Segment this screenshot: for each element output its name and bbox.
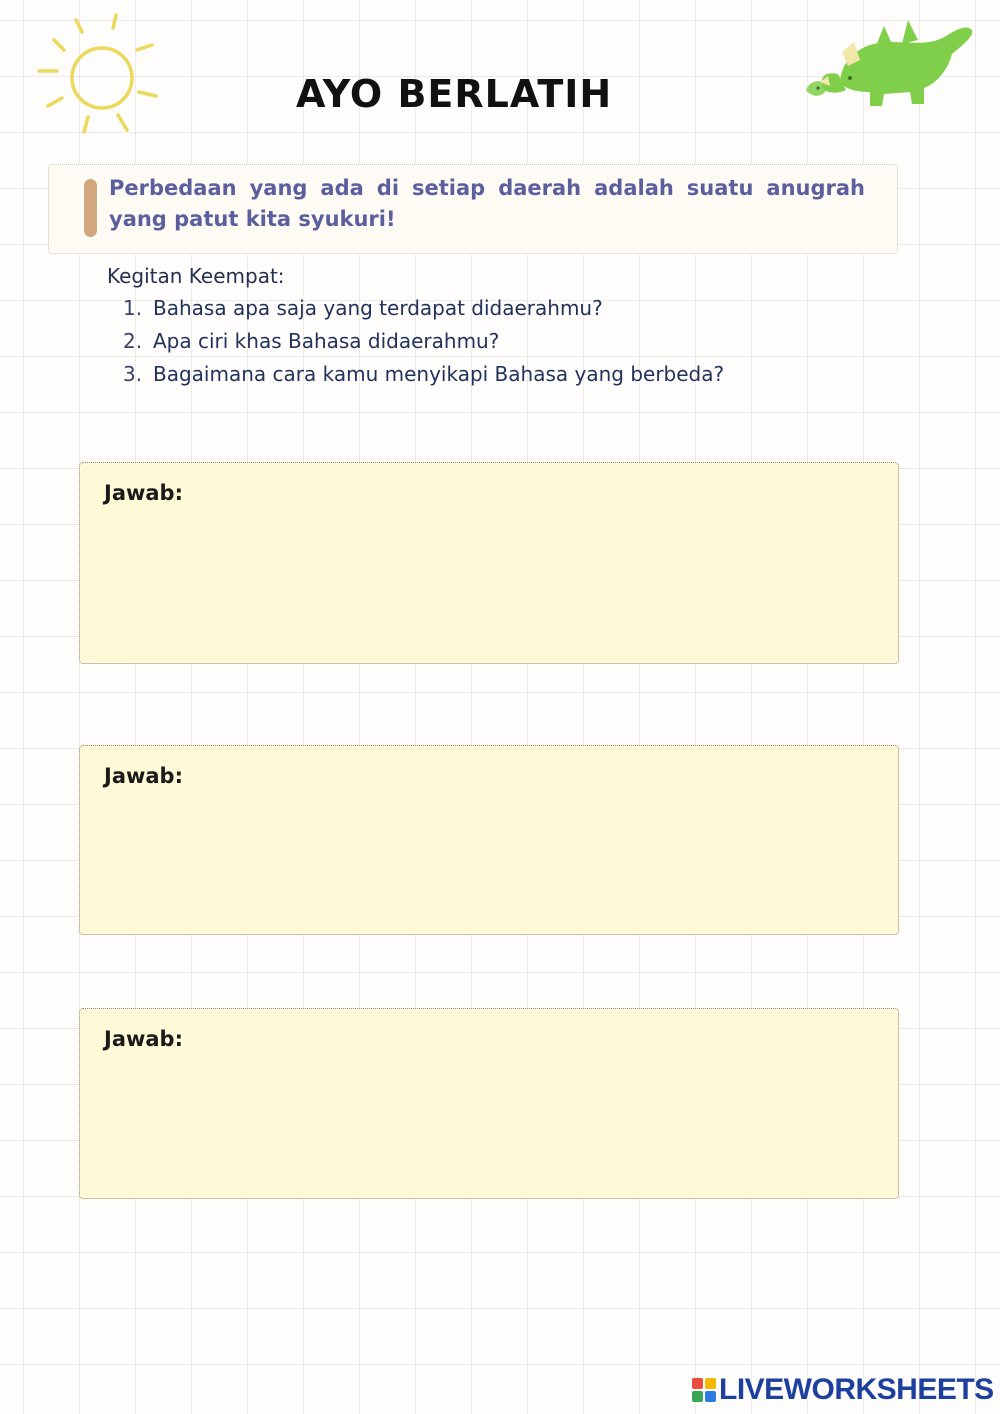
- question-item: [123, 362, 724, 395]
- brand-name: LIVEWORKSHEETS: [719, 1373, 994, 1406]
- question-text: Bagaimana cara kamu menyikapi Bahasa yang berbeda?: [153, 362, 725, 386]
- answer-box-1: [79, 462, 899, 664]
- question-item: [123, 329, 724, 362]
- answer-input-3[interactable]: [100, 1063, 878, 1184]
- page-title: AYO BERLATIH: [296, 72, 613, 116]
- question-item: [123, 296, 724, 329]
- answer-label: Jawab:: [104, 764, 183, 788]
- answer-label: Jawab:: [104, 1027, 183, 1051]
- question-number: 1.: [123, 296, 143, 320]
- answer-label: Jawab:: [104, 481, 183, 505]
- answer-input-1[interactable]: [100, 517, 878, 649]
- activity-title: Kegitan Keempat:: [107, 264, 285, 288]
- question-text: Bahasa apa saja yang terdapat didaerahmu?: [153, 296, 603, 320]
- liveworksheets-logo[interactable]: [692, 1373, 994, 1407]
- answer-box-2: [79, 745, 899, 935]
- answer-box-3: [79, 1008, 899, 1199]
- callout-text: Perbedaan yang ada di setiap daerah adalah suatu anugrah yang patut kita syukuri!: [109, 176, 865, 231]
- question-list: [123, 296, 724, 395]
- dinosaur-icon: [798, 12, 976, 110]
- question-text: Apa ciri khas Bahasa didaerahmu?: [153, 329, 500, 353]
- question-number: 2.: [123, 329, 143, 353]
- liveworksheets-icon: [692, 1378, 716, 1402]
- sun-icon: [34, 12, 164, 142]
- callout-accent-bar: [84, 179, 97, 237]
- question-number: 3.: [123, 362, 143, 386]
- callout-box: [48, 164, 898, 254]
- answer-input-2[interactable]: [100, 800, 878, 920]
